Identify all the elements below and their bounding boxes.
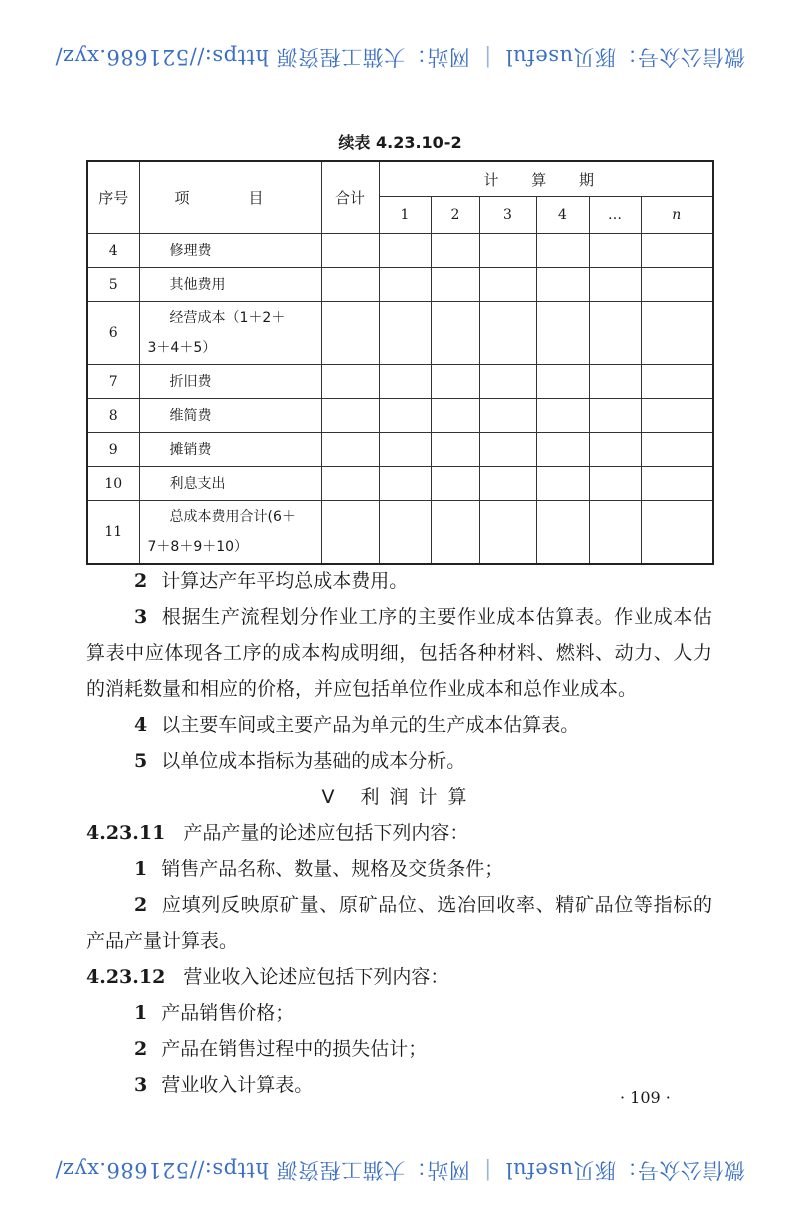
cell <box>479 399 536 433</box>
cell <box>641 268 713 302</box>
row-seq: 9 <box>87 433 139 467</box>
watermark-separator: | <box>483 46 492 70</box>
clause-4-23-11: 4.23.11 产品产量的论述应包括下列内容： <box>86 822 469 844</box>
row-seq: 11 <box>87 501 139 565</box>
table-row <box>87 365 713 399</box>
table-row <box>87 501 713 565</box>
cell <box>379 467 431 501</box>
cell-total <box>321 467 379 501</box>
body-text <box>86 563 712 1103</box>
cell <box>479 302 536 365</box>
cell <box>641 433 713 467</box>
cell <box>641 234 713 268</box>
cell <box>641 302 713 365</box>
header-period-4: 4 <box>536 197 589 234</box>
cell-total <box>321 268 379 302</box>
row-seq: 4 <box>87 234 139 268</box>
cell <box>379 302 431 365</box>
header-period-ellipsis: … <box>589 197 641 234</box>
cell <box>641 501 713 565</box>
cell <box>536 365 589 399</box>
section-heading: Ⅴ 利润计算 <box>321 786 477 808</box>
clause-4-23-11-item-2: 2 应填列反映原矿量、原矿品位、选冶回收率、精矿品位等指标的产品产量计算表。 <box>86 894 712 952</box>
cell <box>431 302 479 365</box>
cell <box>379 365 431 399</box>
table-row <box>87 467 713 501</box>
cell-total <box>321 501 379 565</box>
list-item-3: 3 根据生产流程划分作业工序的主要作业成本估算表。作业成本估算表中应体现各工序的成本构成明细，包括各种材料、燃料、动力、人力的消耗数量和相应的价格，并应包括单位作业成本和总作业成本。 <box>86 606 712 700</box>
cell <box>431 501 479 565</box>
header-period-2: 2 <box>431 197 479 234</box>
watermark-bottom <box>0 1151 800 1191</box>
cell-total <box>321 302 379 365</box>
cell <box>536 268 589 302</box>
cell <box>431 268 479 302</box>
header-item: 项 目 <box>139 161 321 234</box>
cell <box>379 399 431 433</box>
cell-total <box>321 433 379 467</box>
cell <box>536 399 589 433</box>
clause-4-23-12-item-3: 3 营业收入计算表。 <box>134 1074 314 1096</box>
table-header-row <box>87 161 713 197</box>
cell <box>536 467 589 501</box>
cell <box>479 365 536 399</box>
row-item: 其他费用 <box>139 268 321 302</box>
cell <box>641 399 713 433</box>
page-number: · 109 · <box>620 1088 671 1107</box>
watermark-right-text: 网站：大猫工程资源 https://521686.xyz/ <box>54 1158 470 1182</box>
row-item: 维简费 <box>139 399 321 433</box>
cell <box>536 302 589 365</box>
row-seq: 8 <box>87 399 139 433</box>
cell <box>589 234 641 268</box>
cell <box>379 501 431 565</box>
list-item-5: 5 以单位成本指标为基础的成本分析。 <box>134 750 466 772</box>
clause-4-23-12-item-1: 1 产品销售价格； <box>134 1002 295 1024</box>
cell <box>431 433 479 467</box>
cell <box>536 234 589 268</box>
row-seq: 5 <box>87 268 139 302</box>
cell <box>431 467 479 501</box>
table-row <box>87 399 713 433</box>
clause-4-23-12-item-2: 2 产品在销售过程中的损失估计； <box>134 1038 428 1060</box>
cell <box>589 302 641 365</box>
header-period-group: 计 算 期 <box>379 161 713 197</box>
cell <box>536 433 589 467</box>
table-caption: 续表 4.23.10-2 <box>338 133 462 152</box>
cell <box>479 234 536 268</box>
cell-total <box>321 365 379 399</box>
watermark-left-text: 微信公众号：豚贝useful <box>505 1158 746 1182</box>
watermark-right-text: 网站：大猫工程资源 https://521686.xyz/ <box>54 45 470 69</box>
cell <box>431 365 479 399</box>
table-row <box>87 234 713 268</box>
cell <box>589 433 641 467</box>
table-row <box>87 302 713 365</box>
row-item: 修理费 <box>139 234 321 268</box>
table-row <box>87 268 713 302</box>
clause-4-23-12: 4.23.12 营业收入论述应包括下列内容： <box>86 966 450 988</box>
cell <box>431 399 479 433</box>
header-seq: 序号 <box>87 161 139 234</box>
watermark-separator: | <box>483 1159 492 1183</box>
header-period-1: 1 <box>379 197 431 234</box>
row-seq: 7 <box>87 365 139 399</box>
list-item-4: 4 以主要车间或主要产品为单元的生产成本估算表。 <box>134 714 580 736</box>
cell <box>589 268 641 302</box>
watermark-top <box>0 38 800 78</box>
cell <box>589 365 641 399</box>
cell <box>536 501 589 565</box>
cell <box>479 433 536 467</box>
watermark-left-text: 微信公众号：豚贝useful <box>505 45 746 69</box>
cell <box>479 467 536 501</box>
cell <box>641 365 713 399</box>
cell <box>589 501 641 565</box>
cost-estimate-table <box>86 160 714 565</box>
cell <box>379 268 431 302</box>
row-seq: 10 <box>87 467 139 501</box>
clause-4-23-11-item-1: 1 销售产品名称、数量、规格及交货条件； <box>134 858 504 880</box>
cell <box>479 268 536 302</box>
row-item: 折旧费 <box>139 365 321 399</box>
row-item: 利息支出 <box>139 467 321 501</box>
header-period-n: n <box>641 197 713 234</box>
cell <box>589 467 641 501</box>
cell <box>641 467 713 501</box>
cell <box>379 433 431 467</box>
row-item: 总成本费用合计(6＋ 7＋8＋9＋10） <box>139 501 321 565</box>
list-item-2: 2 计算达产年平均总成本费用。 <box>134 570 409 592</box>
table-row <box>87 433 713 467</box>
cell-total <box>321 399 379 433</box>
cell <box>379 234 431 268</box>
header-total: 合计 <box>321 161 379 234</box>
cell <box>431 234 479 268</box>
cell <box>479 501 536 565</box>
cell-total <box>321 234 379 268</box>
header-period-3: 3 <box>479 197 536 234</box>
row-item: 经营成本（1＋2＋ 3＋4＋5） <box>139 302 321 365</box>
row-item: 摊销费 <box>139 433 321 467</box>
row-seq: 6 <box>87 302 139 365</box>
cell <box>589 399 641 433</box>
